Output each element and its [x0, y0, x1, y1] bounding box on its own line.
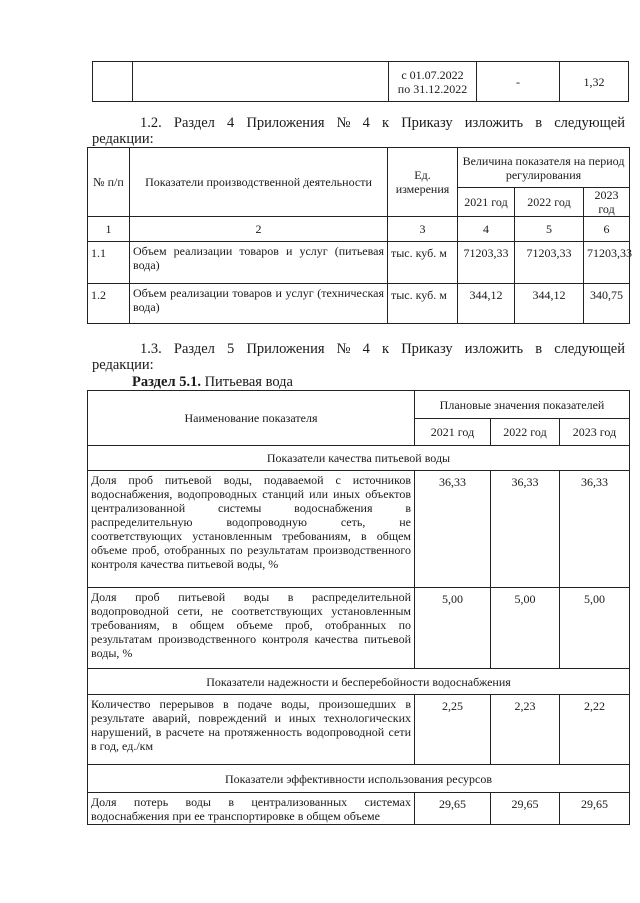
header-unit: Ед. измерения [388, 148, 458, 217]
table-row: 1.2 Объем реализации товаров и услуг (техническая вода) тыс. куб. м 344,12 344,12 340,75 [88, 284, 630, 324]
header-year-2023: 2023 год [560, 419, 630, 446]
top-table-period [389, 62, 477, 102]
index-row: 1 2 3 4 5 6 [88, 217, 630, 242]
group-title: Показатели надежности и бесперебойности водоснабжения [88, 669, 630, 695]
section-1-3-line1: 1.3. Раздел 5 Приложения № 4 к Приказу изложить в следующей [140, 341, 625, 357]
group-title: Показатели качества питьевой воды [88, 446, 630, 471]
subsection-title [132, 374, 293, 390]
header-year-2022: 2022 год [491, 419, 560, 446]
section-1-2-line2: редакции: [92, 131, 154, 147]
header-num: № п/п [88, 148, 130, 217]
header-year-2021: 2021 год [458, 188, 515, 217]
header-indicator-name: Наименование показателя [88, 391, 415, 446]
header-year-2022: 2022 год [515, 188, 584, 217]
section-1-2-line1: 1.2. Раздел 4 Приложения № 4 к Приказу изложить в следующей [140, 115, 625, 131]
table-row: Количество перерывов в подаче воды, произошедших в результате аварий, повреждений и иных технологических нарушений, в расчете на протяженность водопроводной сети в год, ед./км 2,25 2,23 2,22 [88, 695, 630, 765]
drinking-water-indicators-table [87, 390, 630, 825]
top-table-fragment [92, 61, 629, 102]
header-period: Величина показателя на период регулирования [458, 148, 630, 188]
table-row: Доля проб питьевой воды в распределительной водопроводной сети, не соответствующих установленным требованиям, в общем объеме проб, отобранных по результатам производственного контроля качества питьевой воды, % 5,00 5,00 5,00 [88, 588, 630, 669]
top-table-value: 1,32 [560, 62, 629, 102]
top-table-cell-name [133, 62, 389, 102]
header-planned: Плановые значения показателей [415, 391, 630, 419]
group-title: Показатели эффективности использования ресурсов [88, 765, 630, 793]
header-indicator: Показатели производственной деятельности [130, 148, 388, 217]
table-row: 1.1 Объем реализации товаров и услуг (питьевая вода) тыс. куб. м 71203,33 71203,33 71203,33 [88, 242, 630, 284]
top-table-cell-num [93, 62, 133, 102]
top-table-dash: - [477, 62, 560, 102]
table-row: Доля проб питьевой воды, подаваемой с источников водоснабжения, водопроводных станций или иных объектов централизованной системы водоснабжения в распределительную водопроводную сеть, не соответствующих установленным требованиям, в общем объеме проб, отобранных по результатам производственного контроля качества питьевой воды, % 36,33 36,33 36,33 [88, 471, 630, 588]
header-year-2023: 2023 год [584, 188, 630, 217]
table-row: Доля потерь воды в централизованных системах водоснабжения при ее транспортировке в общем объеме 29,65 29,65 29,65 [88, 793, 630, 825]
subsection-title-bold: Раздел 5.1. [132, 374, 201, 390]
subsection-title-rest: Питьевая вода [200, 374, 293, 390]
period-line2: по 31.12.2022 [397, 81, 468, 96]
period-line1: с 01.07.2022 [401, 67, 464, 82]
production-indicators-table [87, 147, 630, 324]
header-year-2021: 2021 год [415, 419, 491, 446]
section-1-3-line2: редакции: [92, 357, 154, 373]
